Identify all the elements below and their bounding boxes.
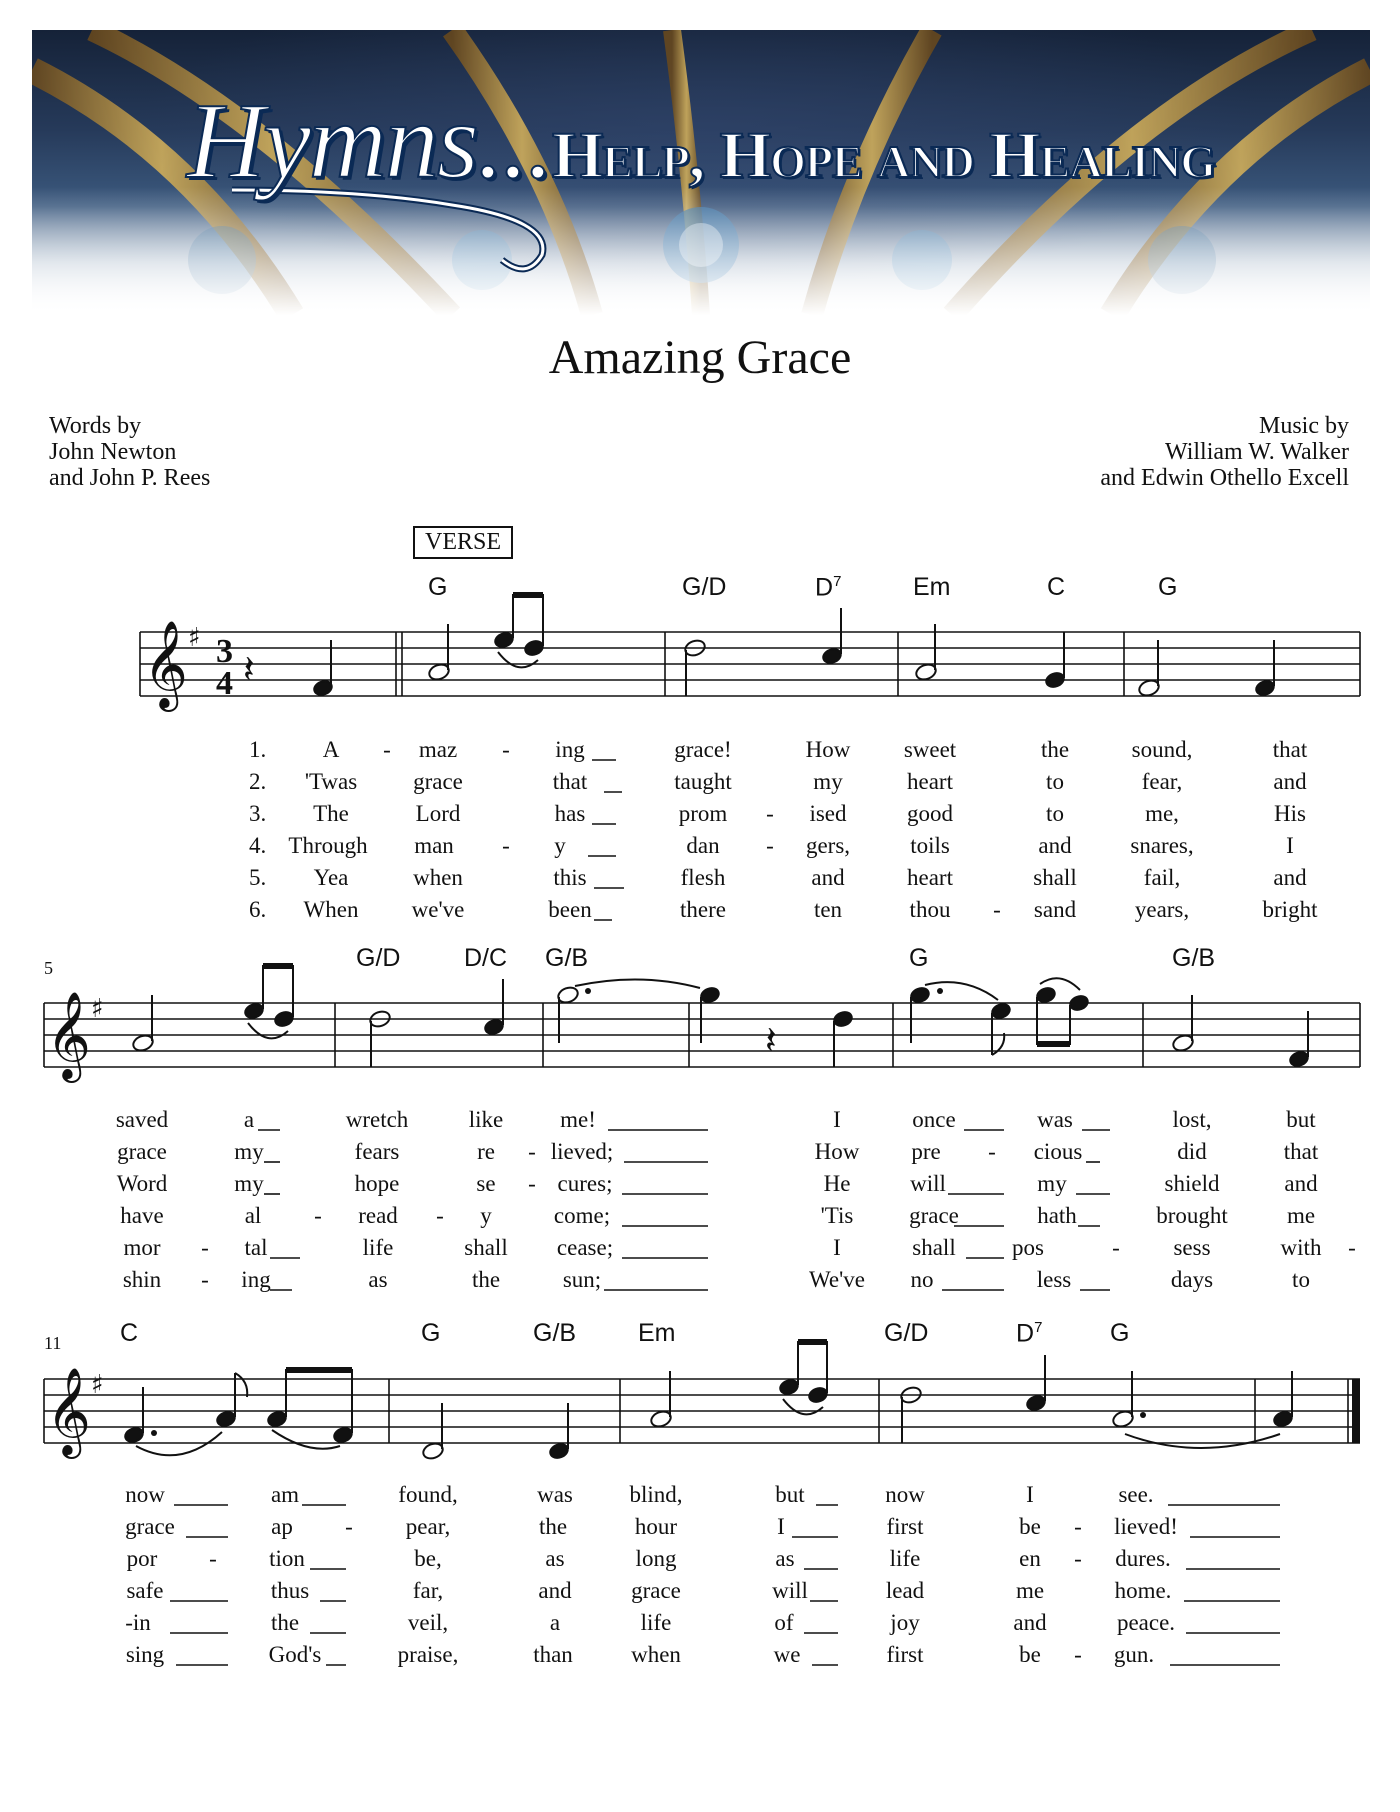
lyric-syllable: I xyxy=(833,1107,841,1132)
lyric-syllable: be xyxy=(1019,1514,1041,1539)
lyric-hyphen: - xyxy=(1348,1235,1356,1260)
lyric-syllable: my xyxy=(234,1139,264,1164)
lyric-syllable: life xyxy=(640,1610,672,1635)
quarter-rest-icon: 𝄽 xyxy=(243,647,255,691)
lyric-syllable: fear, xyxy=(1141,769,1183,794)
measure-number: 5 xyxy=(44,958,53,978)
lyric-syllable: fail, xyxy=(1143,865,1181,890)
measure-number: 11 xyxy=(44,1333,62,1353)
lyric-syllable: Word xyxy=(116,1171,168,1196)
chord-symbol: G xyxy=(1158,573,1178,601)
lyric-syllable: lieved! xyxy=(1114,1514,1178,1539)
lyric-syllable: that xyxy=(1283,1139,1319,1164)
words-credit-label: Words by xyxy=(49,413,142,439)
banner-title-main: Hymns... xyxy=(187,82,552,201)
lyric-syllable: ing xyxy=(555,737,585,762)
lyric-syllable: but xyxy=(1286,1107,1316,1132)
lyric-syllable: His xyxy=(1274,801,1306,826)
lyric-syllable: there xyxy=(680,897,726,922)
lyric-hyphen: - xyxy=(1074,1546,1082,1571)
lyric-syllable: first xyxy=(886,1642,924,1667)
lyric-syllable: Yea xyxy=(313,865,349,890)
lyric-hyphen: - xyxy=(201,1235,209,1260)
lyric-syllable: long xyxy=(635,1546,677,1571)
lyric-syllable: home. xyxy=(1114,1578,1172,1603)
lyric-syllable: toils xyxy=(910,833,950,858)
chord-symbol: G xyxy=(1110,1319,1130,1347)
lyric-syllable: hour xyxy=(634,1514,678,1539)
lyric-syllable: joy xyxy=(890,1610,920,1635)
lyric-syllable: se xyxy=(476,1171,496,1196)
lyric-syllable: sand xyxy=(1033,897,1077,922)
verse-number: 3. xyxy=(249,801,267,826)
lyric-hyphen: - xyxy=(1074,1642,1082,1667)
lyric-syllable: cious xyxy=(1033,1139,1083,1164)
lyric-syllable: grace xyxy=(413,769,463,794)
lyric-syllable: will xyxy=(772,1578,808,1603)
lyric-syllable: years, xyxy=(1134,897,1190,922)
chord-symbol: C xyxy=(1047,573,1066,601)
lyric-syllable: see. xyxy=(1118,1482,1154,1507)
lyric-syllable: my xyxy=(1037,1171,1067,1196)
lyric-hyphen: - xyxy=(993,897,1001,922)
lyric-syllable: first xyxy=(886,1514,924,1539)
lyric-syllable: maz xyxy=(418,737,458,762)
chord-symbol: C xyxy=(120,1319,139,1347)
lyric-syllable: prom xyxy=(678,801,728,826)
lyric-syllable: Through xyxy=(288,833,368,858)
lyric-hyphen: - xyxy=(1112,1235,1120,1260)
lyric-syllable: be xyxy=(1019,1642,1041,1667)
lyric-syllable: to xyxy=(1292,1267,1310,1292)
lyric-syllable: man xyxy=(414,833,454,858)
lyric-syllable: will xyxy=(910,1171,946,1196)
lyric-syllable: shall xyxy=(912,1235,956,1260)
lyric-syllable: we've xyxy=(411,897,465,922)
lyric-syllable: heart xyxy=(907,769,953,794)
lyric-syllable: me xyxy=(1015,1578,1045,1603)
lyric-syllable: with xyxy=(1280,1235,1322,1260)
lyric-syllable: less xyxy=(1036,1267,1072,1292)
lyric-syllable: been xyxy=(548,897,592,922)
lyric-syllable: ing xyxy=(241,1267,271,1292)
lyric-syllable: I xyxy=(1286,833,1294,858)
lyric-syllable: read xyxy=(358,1203,398,1228)
lyric-syllable: pear, xyxy=(405,1514,451,1539)
words-credit-author: and John P. Rees xyxy=(49,465,211,491)
song-title: Amazing Grace xyxy=(548,331,852,384)
music-credit-composer: and Edwin Othello Excell xyxy=(1100,465,1349,491)
lyric-syllable: The xyxy=(313,801,349,826)
lyric-syllable: -in xyxy=(125,1610,151,1635)
lyric-syllable: tal xyxy=(244,1235,268,1260)
lyric-syllable: shall xyxy=(1033,865,1077,890)
lyric-syllable: grace xyxy=(631,1578,681,1603)
banner-title-subtitle: Help, Hope and Healing xyxy=(551,119,1216,192)
lyric-syllable: 'Tis xyxy=(820,1203,854,1228)
verse-number: 5. xyxy=(249,865,267,890)
lyric-syllable: was xyxy=(1037,1107,1073,1132)
key-signature-sharp-icon: ♯ xyxy=(91,994,104,1024)
lyric-syllable: was xyxy=(537,1482,573,1507)
lyric-syllable: A xyxy=(322,737,340,762)
lyric-syllable: When xyxy=(303,897,359,922)
words-credit-author: John Newton xyxy=(49,439,177,465)
lyric-syllable: the xyxy=(1040,737,1070,762)
lyric-syllable: pos xyxy=(1012,1235,1044,1260)
lyric-syllable: bright xyxy=(1262,897,1318,922)
lyric-syllable: am xyxy=(270,1482,300,1507)
lyric-hyphen: - xyxy=(766,801,774,826)
lyric-syllable: and xyxy=(1013,1610,1047,1635)
lyric-syllable: no xyxy=(910,1267,934,1292)
lyric-syllable: the xyxy=(270,1610,300,1635)
lyric-syllable: heart xyxy=(907,865,953,890)
lyric-syllable: found, xyxy=(398,1482,458,1507)
lyric-hyphen: - xyxy=(314,1203,322,1228)
chord-symbol: G/B xyxy=(1172,944,1216,972)
lyric-syllable: grace! xyxy=(674,737,732,762)
lyric-syllable: pre xyxy=(911,1139,941,1164)
lyric-syllable: of xyxy=(774,1610,794,1635)
lyric-syllable: me! xyxy=(560,1107,596,1132)
lyric-syllable: like xyxy=(468,1107,504,1132)
lyric-syllable: as xyxy=(545,1546,565,1571)
lyric-syllable: sound, xyxy=(1131,737,1193,762)
lyric-syllable: How xyxy=(805,737,851,762)
lyric-syllable: shin xyxy=(122,1267,162,1292)
lyric-syllable: now xyxy=(125,1482,165,1507)
lyric-hyphen: - xyxy=(988,1139,996,1164)
lyric-hyphen: - xyxy=(345,1514,353,1539)
lyric-syllable: sess xyxy=(1173,1235,1211,1260)
lyric-syllable: the xyxy=(471,1267,501,1292)
lyric-syllable: life xyxy=(889,1546,921,1571)
chord-symbol: G xyxy=(909,944,929,972)
lyric-syllable: gun. xyxy=(1113,1642,1155,1667)
lyric-hyphen: - xyxy=(502,833,510,858)
lyric-syllable: life xyxy=(362,1235,394,1260)
lyric-syllable: dures. xyxy=(1115,1546,1171,1571)
lyric-syllable: God's xyxy=(268,1642,322,1667)
key-signature-sharp-icon: ♯ xyxy=(91,1370,104,1400)
lyric-syllable: lead xyxy=(885,1578,925,1603)
lyric-syllable: sing xyxy=(125,1642,165,1667)
lyric-syllable: mor xyxy=(123,1235,161,1260)
chord-symbol: G xyxy=(421,1319,441,1347)
verse-number: 2. xyxy=(249,769,267,794)
lyric-syllable: and xyxy=(538,1578,572,1603)
lyric-syllable: I xyxy=(777,1514,785,1539)
time-signature-denominator: 4 xyxy=(216,665,233,702)
lyric-syllable: come; xyxy=(553,1203,611,1228)
chord-symbol: G/D xyxy=(884,1319,929,1347)
lyric-syllable: y xyxy=(480,1203,492,1228)
lyric-syllable: taught xyxy=(674,769,732,794)
lyric-syllable: peace. xyxy=(1116,1610,1176,1635)
lyric-hyphen: - xyxy=(1074,1514,1082,1539)
lyric-syllable: thus xyxy=(270,1578,310,1603)
lyric-hyphen: - xyxy=(528,1171,536,1196)
lyric-syllable: ap xyxy=(271,1514,293,1539)
lyric-syllable: good xyxy=(907,801,953,826)
lyric-syllable: the xyxy=(538,1514,568,1539)
lyric-syllable: than xyxy=(533,1642,573,1667)
lyric-syllable: and xyxy=(811,865,845,890)
lyric-syllable: me, xyxy=(1145,801,1179,826)
chord-symbol: G/D xyxy=(356,944,401,972)
lyric-syllable: I xyxy=(1026,1482,1034,1507)
lyric-syllable: when xyxy=(413,865,463,890)
lyric-syllable: ised xyxy=(809,801,847,826)
lyric-syllable: We've xyxy=(809,1267,865,1292)
lyric-syllable: praise, xyxy=(397,1642,459,1667)
lyric-syllable: when xyxy=(631,1642,681,1667)
lyric-hyphen: - xyxy=(502,737,510,762)
lyric-syllable: did xyxy=(1177,1139,1207,1164)
lyric-syllable: me xyxy=(1286,1203,1316,1228)
chord-symbol: G xyxy=(428,573,448,601)
lyric-syllable: and xyxy=(1273,769,1307,794)
lyric-syllable: al xyxy=(244,1203,262,1228)
lyric-syllable: once xyxy=(912,1107,956,1132)
lyric-hyphen: - xyxy=(209,1546,217,1571)
lyric-syllable: a xyxy=(243,1107,255,1132)
lyric-syllable: that xyxy=(1272,737,1308,762)
lyric-hyphen: - xyxy=(201,1267,209,1292)
lyric-syllable: shield xyxy=(1164,1171,1220,1196)
lyric-syllable: dan xyxy=(686,833,720,858)
lyric-syllable: Lord xyxy=(415,801,461,826)
lyric-syllable: have xyxy=(120,1203,164,1228)
lyric-syllable: now xyxy=(885,1482,925,1507)
lyric-syllable: and xyxy=(1273,865,1307,890)
lyric-syllable: blind, xyxy=(629,1482,683,1507)
verse-number: 1. xyxy=(249,737,267,762)
chord-symbol: $D^7$ xyxy=(1016,1319,1043,1348)
lyric-hyphen: - xyxy=(436,1203,444,1228)
lyric-syllable: 'Twas xyxy=(304,769,358,794)
lyric-syllable: He xyxy=(823,1171,851,1196)
lyric-syllable: sun; xyxy=(562,1267,602,1292)
lyric-syllable: y xyxy=(554,833,566,858)
lyric-syllable: snares, xyxy=(1130,833,1194,858)
lyric-syllable: shall xyxy=(464,1235,508,1260)
lyric-syllable: my xyxy=(234,1171,264,1196)
chord-symbol: G/D xyxy=(682,573,727,601)
section-label: VERSE xyxy=(413,526,513,559)
key-signature-sharp-icon: ♯ xyxy=(188,623,201,653)
lyric-syllable: ten xyxy=(813,897,843,922)
lyric-syllable: this xyxy=(553,865,587,890)
chord-symbol: Em xyxy=(913,573,951,601)
lyric-syllable: wretch xyxy=(345,1107,409,1132)
lyric-hyphen: - xyxy=(766,833,774,858)
lyric-syllable: we xyxy=(773,1642,801,1667)
lyric-syllable: to xyxy=(1046,769,1064,794)
lyric-syllable: and xyxy=(1284,1171,1318,1196)
lyric-syllable: en xyxy=(1019,1546,1041,1571)
lyric-syllable: I xyxy=(833,1235,841,1260)
lyric-syllable: cures; xyxy=(557,1171,613,1196)
lyric-hyphen: - xyxy=(528,1139,536,1164)
lyric-syllable: tion xyxy=(269,1546,305,1571)
chord-symbol: $D^7$ xyxy=(815,573,842,602)
lyric-syllable: that xyxy=(552,769,588,794)
treble-clef-icon: 𝄞 xyxy=(46,1366,91,1455)
lyric-syllable: gers, xyxy=(805,833,851,858)
lyric-syllable: far, xyxy=(412,1578,444,1603)
lyric-syllable: but xyxy=(775,1482,805,1507)
lyric-syllable: a xyxy=(549,1610,561,1635)
lyric-syllable: grace xyxy=(117,1139,167,1164)
music-credit-composer: William W. Walker xyxy=(1165,439,1349,465)
lyric-syllable: sweet xyxy=(903,737,957,762)
lyric-syllable: How xyxy=(814,1139,860,1164)
chord-symbol: D/C xyxy=(464,944,508,972)
lyric-syllable: thou xyxy=(909,897,951,922)
lyric-syllable: as xyxy=(775,1546,795,1571)
lyric-syllable: safe xyxy=(126,1578,164,1603)
lyric-syllable: hath xyxy=(1037,1203,1077,1228)
verse-number: 4. xyxy=(249,833,267,858)
chord-symbol: G/B xyxy=(545,944,589,972)
verse-number: 6. xyxy=(249,897,267,922)
lyric-syllable: grace xyxy=(125,1514,175,1539)
lyric-syllable: my xyxy=(813,769,843,794)
treble-clef-icon: 𝄞 xyxy=(143,619,188,708)
lyric-syllable: lieved; xyxy=(550,1139,614,1164)
lyric-syllable: cease; xyxy=(556,1235,614,1260)
lyric-syllable: saved xyxy=(115,1107,169,1132)
lyric-hyphen: - xyxy=(383,737,391,762)
lyric-syllable: re xyxy=(477,1139,495,1164)
lyric-syllable: hope xyxy=(354,1171,400,1196)
lyric-syllable: be, xyxy=(414,1546,442,1571)
lyric-syllable: and xyxy=(1038,833,1072,858)
lyric-syllable: lost, xyxy=(1172,1107,1212,1132)
time-signature-numerator: 3 xyxy=(216,633,233,670)
chord-symbol: G/B xyxy=(533,1319,577,1347)
quarter-rest-icon: 𝄽 xyxy=(765,1018,777,1062)
treble-clef-icon: 𝄞 xyxy=(46,990,91,1079)
lyric-syllable: fears xyxy=(354,1139,400,1164)
lyric-syllable: grace xyxy=(909,1203,959,1228)
lyric-syllable: to xyxy=(1046,801,1064,826)
lyric-syllable: brought xyxy=(1156,1203,1228,1228)
music-credit-label: Music by xyxy=(1259,413,1349,439)
lyric-syllable: days xyxy=(1170,1267,1214,1292)
lyric-syllable: as xyxy=(368,1267,388,1292)
lyric-syllable: veil, xyxy=(407,1610,449,1635)
lyric-syllable: flesh xyxy=(680,865,726,890)
lyric-syllable: has xyxy=(554,801,586,826)
chord-symbol: Em xyxy=(638,1319,676,1347)
lyric-syllable: por xyxy=(126,1546,158,1571)
